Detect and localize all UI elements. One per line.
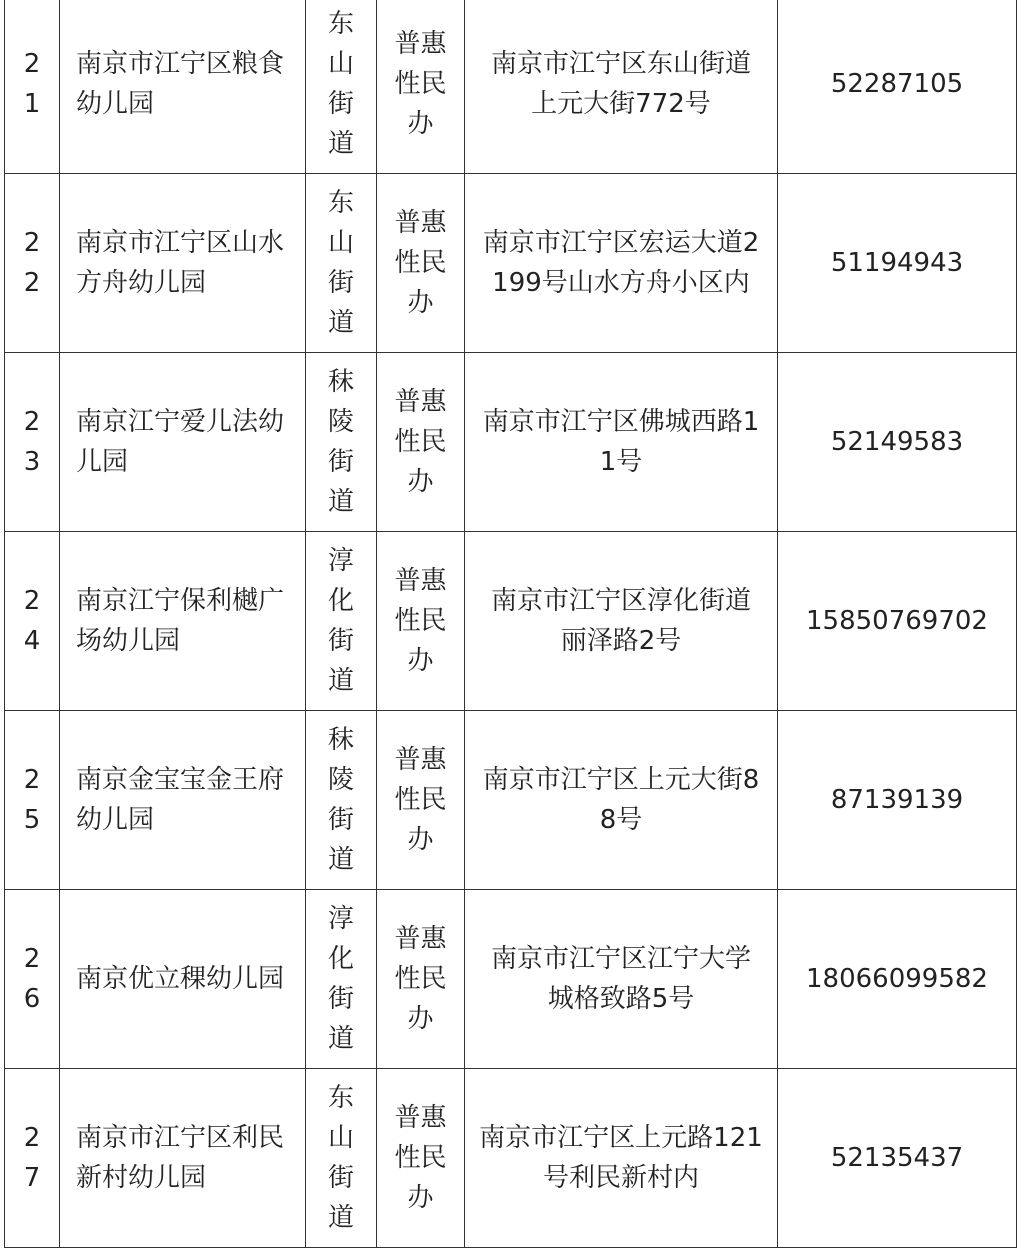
street-name: 秣陵街道 xyxy=(327,367,354,517)
street-cell xyxy=(306,711,377,890)
kindergarten-type: 普惠性民办 xyxy=(394,29,447,139)
row-number-cell xyxy=(5,532,60,711)
row-number: 24 xyxy=(23,586,41,656)
row-number-cell xyxy=(5,353,60,532)
kindergarten-type: 普惠性民办 xyxy=(394,208,447,318)
address: 南京市江宁区宏运大道2199号山水方舟小区内 xyxy=(465,174,778,353)
address: 南京市江宁区淳化街道丽泽路2号 xyxy=(465,532,778,711)
kindergarten-name: 南京市江宁区利民新村幼儿园 xyxy=(60,1069,306,1248)
address: 南京市江宁区上元路121号利民新村内 xyxy=(465,1069,778,1248)
type-cell xyxy=(377,1069,465,1248)
kindergarten-name: 南京江宁保利樾广场幼儿园 xyxy=(60,532,306,711)
row-number-cell xyxy=(5,890,60,1069)
phone-number: 52135437 xyxy=(778,1069,1017,1248)
address: 南京市江宁区上元大街88号 xyxy=(465,711,778,890)
phone-number: 52287105 xyxy=(778,0,1017,174)
street-cell xyxy=(306,0,377,174)
row-number-cell xyxy=(5,0,60,174)
row-number: 21 xyxy=(23,49,41,119)
type-cell xyxy=(377,0,465,174)
kindergarten-name: 南京江宁爱儿法幼儿园 xyxy=(60,353,306,532)
table-row xyxy=(5,890,1017,1069)
kindergarten-type: 普惠性民办 xyxy=(394,566,447,676)
table-row xyxy=(5,0,1017,174)
street-name: 淳化街道 xyxy=(327,904,354,1054)
street-name: 东山街道 xyxy=(327,188,354,338)
table-row xyxy=(5,1069,1017,1248)
street-name: 淳化街道 xyxy=(327,546,354,696)
street-name: 秣陵街道 xyxy=(327,725,354,875)
table-row xyxy=(5,532,1017,711)
type-cell xyxy=(377,890,465,1069)
address: 南京市江宁区东山街道上元大街772号 xyxy=(465,0,778,174)
street-cell xyxy=(306,174,377,353)
address: 南京市江宁区江宁大学城格致路5号 xyxy=(465,890,778,1069)
row-number: 27 xyxy=(23,1123,41,1193)
kindergarten-name: 南京市江宁区粮食幼儿园 xyxy=(60,0,306,174)
kindergarten-table xyxy=(4,0,1017,1248)
row-number: 22 xyxy=(23,228,41,298)
row-number: 25 xyxy=(23,765,41,835)
type-cell xyxy=(377,711,465,890)
row-number-cell xyxy=(5,1069,60,1248)
row-number: 26 xyxy=(23,944,41,1014)
type-cell xyxy=(377,353,465,532)
table-row xyxy=(5,174,1017,353)
type-cell xyxy=(377,174,465,353)
street-cell xyxy=(306,890,377,1069)
phone-number: 15850769702 xyxy=(778,532,1017,711)
type-cell xyxy=(377,532,465,711)
kindergarten-type: 普惠性民办 xyxy=(394,745,447,855)
street-cell xyxy=(306,532,377,711)
kindergarten-name: 南京优立稞幼儿园 xyxy=(60,890,306,1069)
phone-number: 18066099582 xyxy=(778,890,1017,1069)
kindergarten-type: 普惠性民办 xyxy=(394,924,447,1034)
phone-number: 87139139 xyxy=(778,711,1017,890)
table-row xyxy=(5,353,1017,532)
phone-number: 52149583 xyxy=(778,353,1017,532)
kindergarten-name: 南京金宝宝金王府幼儿园 xyxy=(60,711,306,890)
street-name: 东山街道 xyxy=(327,1083,354,1233)
row-number-cell xyxy=(5,711,60,890)
row-number: 23 xyxy=(23,407,41,477)
kindergarten-type: 普惠性民办 xyxy=(394,387,447,497)
street-name: 东山街道 xyxy=(327,9,354,159)
address: 南京市江宁区佛城西路11号 xyxy=(465,353,778,532)
kindergarten-type: 普惠性民办 xyxy=(394,1103,447,1213)
street-cell xyxy=(306,353,377,532)
row-number-cell xyxy=(5,174,60,353)
street-cell xyxy=(306,1069,377,1248)
phone-number: 51194943 xyxy=(778,174,1017,353)
table-row xyxy=(5,711,1017,890)
kindergarten-name: 南京市江宁区山水方舟幼儿园 xyxy=(60,174,306,353)
